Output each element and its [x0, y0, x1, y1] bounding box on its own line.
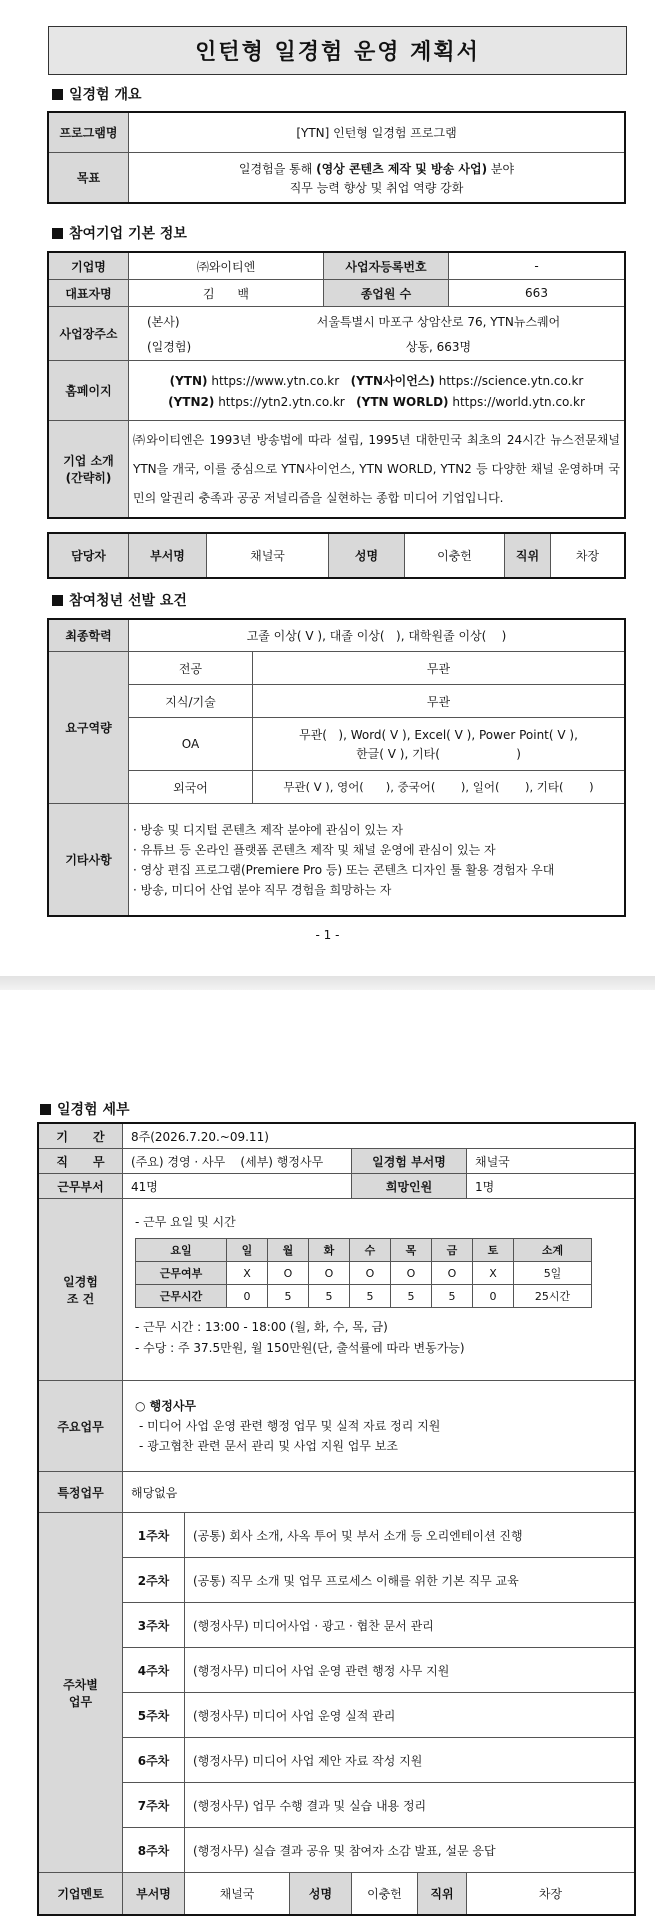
week-number: 3주차 [123, 1603, 185, 1648]
page-separator [0, 976, 655, 990]
week-number: 4주차 [123, 1648, 185, 1693]
duty-label: 직 무 [39, 1149, 123, 1174]
company-name-value: ㈜와이티엔 [129, 253, 324, 280]
mentor-name-value: 이충헌 [352, 1873, 418, 1915]
week-task: (공통) 직무 소개 및 업무 프로세스 이해를 위한 기본 직무 교육 [185, 1558, 635, 1603]
document-title: 인턴형 일경험 운영 계획서 [48, 26, 627, 75]
special-duty-label: 특정업무 [39, 1472, 123, 1513]
week-number: 1주차 [123, 1513, 185, 1558]
intro-value: ㈜와이티엔은 1993년 방송법에 따라 설립, 1995년 대한민국 최초의 24시간 뉴스전문채널 YTN을 개국, 이를 중심으로 YTN사이언스, YTN WORLD, YTN2 등 다양한 채널 운영하며 국민의 알권리 충족과 공공 저널리즘을 실현하는 종합 미디어 기업입니다. [129, 421, 625, 518]
duty-value: (주요) 경영 · 사무 (세부) 행정사무 [123, 1149, 352, 1174]
ceo-value: 김 백 [129, 280, 324, 307]
overview-table [48, 112, 625, 203]
edu-value: 고졸 이상( V ), 대졸 이상( ), 대학원졸 이상( ) [129, 620, 625, 652]
main-duty-value: ○ 행정사무 - 미디어 사업 운영 관련 행정 업무 및 실적 자료 정리 지원 - 광고협찬 관련 문서 관리 및 사업 지원 업무 보조 [123, 1381, 635, 1472]
square-bullet-icon [52, 595, 63, 606]
contact-table [48, 533, 625, 578]
schedule-header: 수 [350, 1239, 391, 1262]
week-task: (행정사무) 미디어 사업 운영 실적 관리 [185, 1693, 635, 1738]
etc-item: · 영상 편집 프로그램(Premiere Pro 등) 또는 콘텐츠 디자인 툴 활용 경험자 우대 [133, 862, 555, 877]
week-task: (공통) 회사 소개, 사옥 투어 및 부서 소개 등 오리엔테이션 진행 [185, 1513, 635, 1558]
employees-value: 663 [449, 280, 625, 307]
goal-label: 목표 [49, 153, 129, 203]
regno-label: 사업자등록번호 [324, 253, 449, 280]
schedule-cell: O [391, 1262, 432, 1285]
company-table [48, 252, 625, 518]
schedule-cell: O [309, 1262, 350, 1285]
regno-value: - [449, 253, 625, 280]
mentor-label: 기업멘토 [39, 1873, 123, 1915]
week-task: (행정사무) 업무 수행 결과 및 실습 내용 정리 [185, 1783, 635, 1828]
week-number: 2주차 [123, 1558, 185, 1603]
square-bullet-icon [40, 1104, 51, 1115]
skill-label: 지식/기술 [129, 685, 253, 718]
schedule-cell: O [268, 1262, 309, 1285]
workers-label: 근무부서 [39, 1174, 123, 1199]
etc-item: · 유튜브 등 온라인 플랫폼 콘텐츠 제작 및 채널 운영에 관심이 있는 자 [133, 842, 496, 857]
schedule-header: 화 [309, 1239, 350, 1262]
link-ytn2[interactable]: https://ytn2.ytn.co.kr [218, 395, 345, 409]
main-duty-label: 주요업무 [39, 1381, 123, 1472]
contact-position-label: 직위 [505, 534, 551, 578]
program-value: [YTN] 인턴형 일경험 프로그램 [129, 113, 625, 153]
ceo-label: 대표자명 [49, 280, 129, 307]
etc-item: · 방송 및 디지털 콘텐츠 제작 분야에 관심이 있는 자 [133, 822, 403, 837]
section-requirements-title: 참여청년 선발 요건 [69, 593, 187, 609]
section-overview-title: 일경험 개요 [69, 87, 142, 103]
schedule-cell: 5 [309, 1285, 350, 1308]
section-overview [52, 84, 142, 104]
mentor-dept-label: 부서명 [123, 1873, 185, 1915]
week-number: 6주차 [123, 1738, 185, 1783]
contact-position-value: 차장 [551, 534, 625, 578]
contact-dept-label: 부서명 [129, 534, 207, 578]
detail-dept-label: 일경험 부서명 [352, 1149, 467, 1174]
major-label: 전공 [129, 652, 253, 685]
week-task: (행정사무) 실습 결과 공유 및 참여자 소감 발표, 설문 응답 [185, 1828, 635, 1873]
workers-value: 41명 [123, 1174, 352, 1199]
period-value: 8주(2026.7.20.~09.11) [123, 1124, 635, 1149]
schedule-header: 토 [473, 1239, 514, 1262]
address-value: (본사) 서울특별시 마포구 상암산로 76, YTN뉴스퀘어 (일경험) 상동, 663명 [129, 307, 625, 361]
contact-dept-value: 채널국 [207, 534, 329, 578]
oa-label: OA [129, 718, 253, 771]
weekly-label: 주차별 업무 [39, 1513, 123, 1873]
mentor-dept-value: 채널국 [185, 1873, 290, 1915]
edu-label: 최종학력 [49, 620, 129, 652]
hope-value: 1명 [467, 1174, 635, 1199]
section-detail-title: 일경험 세부 [57, 1102, 130, 1118]
square-bullet-icon [52, 228, 63, 239]
section-detail [40, 1099, 130, 1119]
schedule-table [135, 1238, 592, 1308]
special-duty-value: 해당없음 [123, 1472, 635, 1513]
schedule-cell: X [473, 1262, 514, 1285]
program-label: 프로그램명 [49, 113, 129, 153]
skill-value: 무관 [253, 685, 625, 718]
schedule-header: 소계 [514, 1239, 592, 1262]
etc-item: · 방송, 미디어 산업 분야 직무 경험을 희망하는 자 [133, 882, 392, 897]
major-value: 무관 [253, 652, 625, 685]
section-company-title: 참여기업 기본 정보 [69, 226, 187, 242]
company-name-label: 기업명 [49, 253, 129, 280]
mentor-position-label: 직위 [418, 1873, 467, 1915]
schedule-header: 일 [227, 1239, 268, 1262]
schedule-cell: 0 [227, 1285, 268, 1308]
week-task: (행정사무) 미디어사업 · 광고 · 협찬 문서 관리 [185, 1603, 635, 1648]
section-company [52, 223, 187, 243]
mentor-position-value: 차장 [467, 1873, 635, 1915]
oa-value: 무관( ), Word( V ), Excel( V ), Power Point( V ), 한글( V ), 기타( ) [253, 718, 625, 771]
goal-value: 일경험을 통해 (영상 콘텐츠 제작 및 방송 사업) 분야 직무 능력 향상 및 취업 역량 강화 [129, 153, 625, 203]
hope-label: 희망인원 [352, 1174, 467, 1199]
week-number: 5주차 [123, 1693, 185, 1738]
homepage-value: (YTN) https://www.ytn.co.kr (YTN사이언스) https://science.ytn.co.kr (YTN2) https://ytn2.ytn.co.kr (YTN WORLD) https://world.ytn.co.kr [129, 361, 625, 421]
main-duty-item: - 미디어 사업 운영 관련 행정 업무 및 실적 자료 정리 지원 [139, 1419, 441, 1433]
week-task: (행정사무) 미디어 사업 운영 관련 행정 사무 지원 [185, 1648, 635, 1693]
schedule-cell: 5 [268, 1285, 309, 1308]
requirements-table [48, 619, 625, 916]
square-bullet-icon [52, 89, 63, 100]
schedule-header: 목 [391, 1239, 432, 1262]
lang-label: 외국어 [129, 771, 253, 804]
week-task: (행정사무) 미디어 사업 제안 자료 작성 지원 [185, 1738, 635, 1783]
link-ytn-world[interactable]: https://world.ytn.co.kr [452, 395, 585, 409]
schedule-cell: 5일 [514, 1262, 592, 1285]
detail-dept-value: 채널국 [467, 1149, 635, 1174]
schedule-cell: O [432, 1262, 473, 1285]
contact-name-label: 성명 [329, 534, 405, 578]
main-duty-item: - 광고협찬 관련 문서 관리 및 사업 지원 업무 보조 [139, 1439, 398, 1453]
schedule-header: 월 [268, 1239, 309, 1262]
schedule-header: 요일 [136, 1239, 227, 1262]
link-ytn[interactable]: https://www.ytn.co.kr [211, 374, 340, 388]
schedule-cell: 0 [473, 1285, 514, 1308]
contact-name-value: 이충헌 [405, 534, 505, 578]
intro-label: 기업 소개 (간략히) [49, 421, 129, 518]
address-label: 사업장주소 [49, 307, 129, 361]
schedule-cell: 근무여부 [136, 1262, 227, 1285]
mentor-name-label: 성명 [290, 1873, 352, 1915]
link-ytn-science[interactable]: https://science.ytn.co.kr [438, 374, 584, 388]
schedule-cell: 5 [350, 1285, 391, 1308]
etc-label: 기타사항 [49, 804, 129, 916]
page-number: - 1 - [315, 928, 340, 942]
schedule-cell: X [227, 1262, 268, 1285]
condition-label: 일경험 조 건 [39, 1199, 123, 1381]
competency-label: 요구역량 [49, 652, 129, 804]
schedule-cell: 5 [391, 1285, 432, 1308]
schedule-cell: 5 [432, 1285, 473, 1308]
schedule-cell: O [350, 1262, 391, 1285]
week-number: 8주차 [123, 1828, 185, 1873]
detail-table [38, 1123, 635, 1915]
etc-value [129, 804, 625, 916]
employees-label: 종업원 수 [324, 280, 449, 307]
period-label: 기 간 [39, 1124, 123, 1149]
section-requirements [52, 590, 187, 610]
lang-value: 무관( V ), 영어( ), 중국어( ), 일어( ), 기타( ) [253, 771, 625, 804]
contact-label: 담당자 [49, 534, 129, 578]
condition-value: - 근무 요일 및 시간 요일 일 월 화 수 목 금 토 소계 근무여부 X O O O O O X 5일 근무시간 0 5 5 5 5 5 0 25시간 - 근무 시간 : 13:00 - 18:00 (월, 화, 수, 목, 금) - 수당 : 주 37.5만원, 월 150만원(단, 출석률에 따라 변동가능) [123, 1199, 635, 1381]
schedule-cell: 25시간 [514, 1285, 592, 1308]
schedule-cell: 근무시간 [136, 1285, 227, 1308]
week-number: 7주차 [123, 1783, 185, 1828]
schedule-header: 금 [432, 1239, 473, 1262]
homepage-label: 홈페이지 [49, 361, 129, 421]
